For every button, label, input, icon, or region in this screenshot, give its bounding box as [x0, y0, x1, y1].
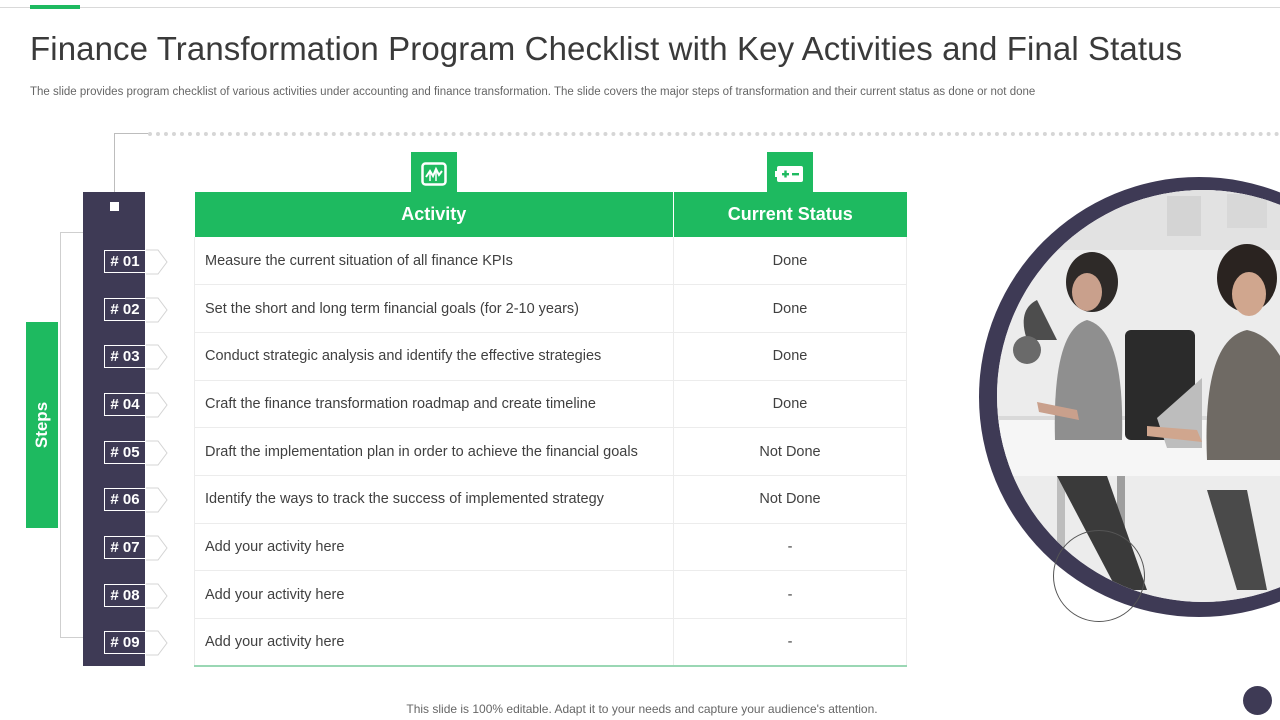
activity-cell: Measure the current situation of all finance KPIs — [195, 237, 674, 285]
activity-cell: Add your activity here — [195, 523, 674, 571]
step-number: # 08 — [104, 584, 146, 607]
status-cell: Not Done — [674, 475, 907, 523]
step-arrow-icon — [146, 630, 168, 656]
status-cell: - — [674, 523, 907, 571]
step-arrow-icon — [146, 487, 168, 513]
top-accent-bar — [30, 5, 80, 9]
status-cell: Not Done — [674, 428, 907, 476]
footer-note: This slide is 100% editable. Adapt it to your needs and capture your audience's attention. — [406, 702, 878, 716]
activity-cell: Add your activity here — [195, 619, 674, 667]
step-number: # 05 — [104, 441, 146, 464]
activity-cell: Craft the finance transformation roadmap and create timeline — [195, 380, 674, 428]
steps-label: Steps — [32, 401, 51, 449]
table-row — [195, 571, 907, 619]
activity-cell: Identify the ways to track the success of implemented strategy — [195, 475, 674, 523]
status-cell: - — [674, 571, 907, 619]
status-cell: Done — [674, 332, 907, 380]
steps-bracket — [60, 232, 84, 638]
step-arrow-icon — [146, 583, 168, 609]
step-arrow-icon — [146, 392, 168, 418]
step-number: # 09 — [104, 631, 146, 654]
step-number: # 07 — [104, 536, 146, 559]
table-row — [195, 237, 907, 285]
step-arrow-icon — [146, 297, 168, 323]
step-arrow-icon — [146, 344, 168, 370]
table-row — [195, 285, 907, 333]
checklist-table — [194, 192, 907, 667]
slide-subtitle: The slide provides program checklist of various activities under accounting and finance transformation. The slide covers the major steps of transformation and their current status as done or not done — [30, 86, 1036, 98]
top-divider — [0, 7, 1280, 8]
step-number: # 04 — [104, 393, 146, 416]
connector-line — [114, 133, 148, 134]
activity-cell: Draft the implementation plan in order to achieve the financial goals — [195, 428, 674, 476]
table-row — [195, 523, 907, 571]
step-arrow-icon — [146, 440, 168, 466]
status-cell: Done — [674, 237, 907, 285]
step-number: # 02 — [104, 298, 146, 321]
decorative-circle — [1053, 530, 1145, 622]
slide-title: Finance Transformation Program Checklist with Key Activities and Final Status — [30, 30, 1183, 67]
corner-dot — [1243, 686, 1272, 715]
step-number: # 01 — [104, 250, 146, 273]
activity-chart-icon — [411, 152, 457, 196]
activity-header: Activity — [195, 192, 674, 237]
dotted-divider — [148, 132, 1280, 136]
status-cell: Done — [674, 380, 907, 428]
activity-cell: Conduct strategic analysis and identify the effective strategies — [195, 332, 674, 380]
step-number: # 06 — [104, 488, 146, 511]
status-cell: Done — [674, 285, 907, 333]
table-row — [195, 380, 907, 428]
activity-cell: Add your activity here — [195, 571, 674, 619]
table-row — [195, 475, 907, 523]
battery-status-icon — [767, 152, 813, 196]
step-number: # 03 — [104, 345, 146, 368]
table-row — [195, 428, 907, 476]
activity-cell: Set the short and long term financial goals (for 2-10 years) — [195, 285, 674, 333]
status-cell: - — [674, 619, 907, 667]
steps-marker — [110, 202, 119, 211]
table-row — [195, 332, 907, 380]
step-arrow-icon — [146, 535, 168, 561]
status-header: Current Status — [674, 192, 907, 237]
table-row — [195, 619, 907, 667]
step-arrow-icon — [146, 249, 168, 275]
